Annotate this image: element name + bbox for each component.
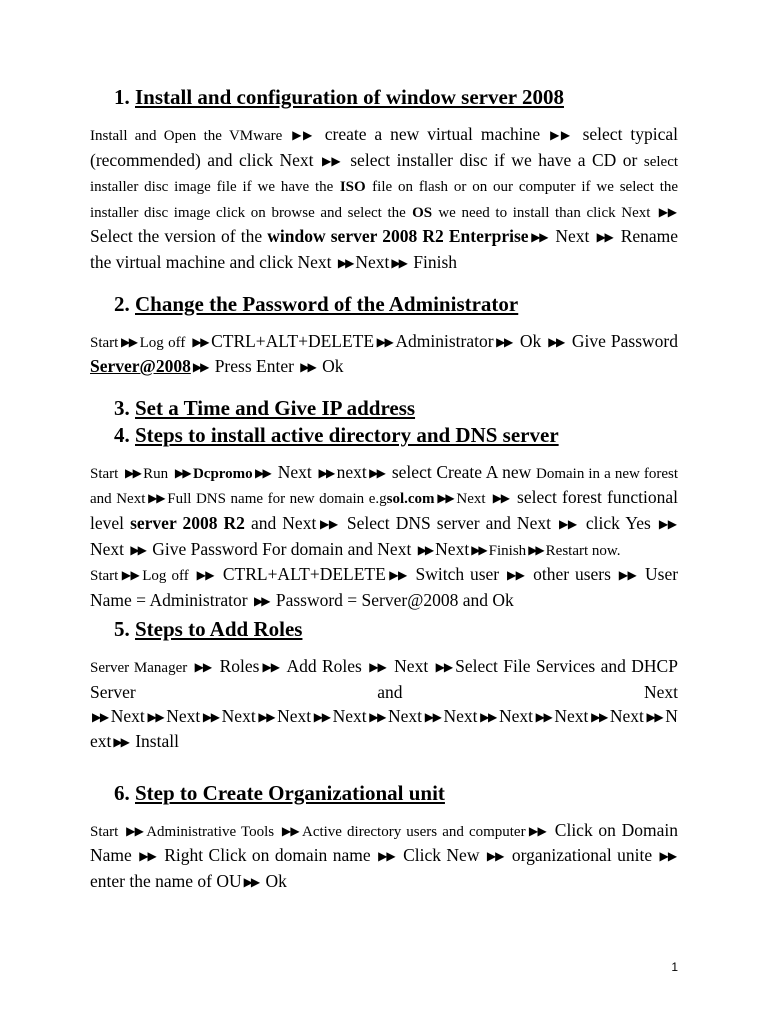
section-2-body: Start ▶▶ Log off ▶▶ CTRL+ALT+DELETE ▶▶ Administrator ▶▶ Ok ▶▶ Give Password Server@2008 ▶▶ Press Enter ▶▶ Ok (90, 330, 678, 377)
arrow-icon: ▶▶ (596, 230, 613, 245)
arrow-icon: ▶▶ (424, 709, 441, 724)
arrow-icon: ▶▶ (126, 823, 144, 838)
section-6-body: Start ▶▶ Administrative Tools ▶▶ Active directory users and computer ▶▶ Click on Domain Name ▶▶ Right Click on domain name ▶▶ Click New ▶▶ organizational unite ▶▶ enter the name of OU ▶▶ Ok (90, 819, 678, 891)
arrow-icon: ▶▶ (378, 849, 395, 864)
arrow-icon: ▶▶ (174, 465, 190, 480)
heading-4: 4. Steps to install active directory and DNS server (114, 422, 559, 447)
arrow-icon: ▶▶ (257, 709, 275, 724)
heading-1-title: Install and configuration of window server 2008 (135, 85, 564, 109)
heading-2-title: Change the Password of the Administrator (135, 291, 519, 316)
arrow-icon: ▶▶ (495, 334, 512, 349)
arrow-icon: ▶▶ (196, 568, 214, 583)
arrow-icon: ▶▶ (281, 823, 299, 838)
arrow-icon: ▶▶ (368, 465, 385, 480)
arrow-icon: ▶▶ (417, 542, 433, 557)
arrow-icon: ▶▶ (658, 204, 676, 219)
arrow-icon: ▶▶ (548, 334, 564, 349)
heading-2: 2. Change the Password of the Administrator (114, 291, 519, 316)
arrow-icon: ▶▶ (486, 849, 504, 864)
section-5-body: Server Manager ▶▶ Roles ▶▶ Add Roles ▶▶ Next ▶▶ Select File Services and DHCP Server and Next ▶▶ Next ▶▶ Next ▶▶ Next ▶▶ Next ▶▶ Next ▶▶ Next ▶▶ Next ▶▶ Next ▶▶ Next ▶▶ Next ▶▶ N ext ▶▶ Install (90, 656, 678, 752)
arrow-icon: ▶▶ (313, 709, 330, 724)
heading-6-title: Step to Create Organizational unit (135, 780, 445, 805)
arrow-icon: ▶▶ (618, 568, 637, 583)
arrow-icon: ▶▶ (550, 128, 572, 142)
arrow-icon: ▶▶ (436, 491, 454, 506)
heading-6: 6. Step to Create Organizational unit (114, 780, 445, 805)
arrow-icon: ▶▶ (659, 849, 676, 864)
heading-3: 3. Set a Time and Give IP address (114, 395, 416, 420)
arrow-icon: ▶▶ (530, 230, 548, 245)
arrow-icon: ▶▶ (243, 874, 259, 889)
arrow-icon: ▶▶ (645, 709, 663, 724)
arrow-icon: ▶▶ (261, 660, 279, 675)
arrow-icon: ▶▶ (147, 491, 165, 506)
arrow-icon: ▶▶ (146, 709, 164, 724)
section-4-body-2: Start ▶▶ Log off ▶▶ CTRL+ALT+DELETE ▶▶ Switch user ▶▶ other users ▶▶ User Name = Administrator ▶▶ Password = Server@2008 and Ok (90, 564, 679, 610)
arrow-icon: ▶▶ (139, 849, 156, 864)
arrow-icon: ▶▶ (125, 465, 141, 480)
arrow-icon: ▶▶ (368, 709, 386, 724)
arrow-icon: ▶▶ (292, 128, 314, 142)
heading-5-title: Steps to Add Roles (135, 617, 303, 642)
arrow-icon: ▶▶ (194, 660, 212, 675)
page-number: 1 (671, 960, 678, 974)
arrow-icon: ▶▶ (130, 542, 145, 557)
arrow-icon: ▶▶ (300, 360, 315, 375)
arrow-icon: ▶▶ (435, 660, 453, 675)
arrow-icon: ▶▶ (534, 709, 552, 724)
arrow-icon: ▶▶ (192, 334, 209, 349)
arrow-icon: ▶▶ (92, 709, 108, 724)
arrow-icon: ▶▶ (113, 735, 128, 750)
arrow-icon: ▶▶ (559, 516, 577, 531)
heading-1: 1. Install and configuration of window server 2008 (114, 85, 564, 109)
arrow-icon: ▶▶ (322, 153, 341, 168)
section-1-body: Install and Open the VMware ▶▶ create a new virtual machine ▶▶ select typical (recommended) and click Next ▶▶ select installer disc if we have a CD or select installer disc image file if we have the ISO file on flash or on our computer if we select the installer disc image click on browse and select the OS we need to install than click Next ▶▶ Select the version of the window server 2008 R2 Enterprise ▶▶ Next ▶▶ Rename the virtual machine and click Next ▶▶ Next ▶▶ Finish (90, 124, 679, 272)
arrow-icon: ▶▶ (506, 568, 525, 583)
section-4-body: Start ▶▶ Run ▶▶ Dcpromo ▶▶ Next ▶▶ next ▶▶ select Create A new Domain in a new forest and Next ▶▶ Full DNS name for new domain e.gsol.com ▶▶ Next ▶▶ select forest functional level server 2008 R2 and Next ▶▶ Select DNS server and Next ▶▶ click Yes ▶▶ Next ▶▶ Give Password For domain and Next ▶▶ Next ▶▶ Finish ▶▶ Restart now. (90, 461, 679, 559)
arrow-icon: ▶▶ (590, 709, 607, 724)
arrow-icon: ▶▶ (387, 568, 407, 583)
arrow-icon: ▶▶ (120, 334, 137, 349)
arrow-icon: ▶▶ (527, 823, 547, 838)
arrow-icon: ▶▶ (254, 593, 269, 608)
heading-5: 5. Steps to Add Roles (114, 617, 303, 642)
arrow-icon: ▶▶ (337, 255, 353, 270)
heading-3-title: Set a Time and Give IP address (135, 395, 416, 420)
arrow-icon: ▶▶ (658, 516, 676, 531)
arrow-icon: ▶▶ (492, 491, 509, 506)
heading-4-title: Steps to install active directory and DNS server (135, 422, 559, 447)
arrow-icon: ▶▶ (254, 465, 271, 480)
arrow-icon: ▶▶ (528, 542, 543, 557)
arrow-icon: ▶▶ (376, 334, 393, 349)
arrow-icon: ▶▶ (120, 568, 140, 583)
arrow-icon: ▶▶ (192, 360, 208, 375)
document-page (90, 84, 678, 895)
arrow-icon: ▶▶ (391, 255, 406, 270)
arrow-icon: ▶▶ (479, 709, 496, 724)
arrow-icon: ▶▶ (202, 709, 219, 724)
arrow-icon: ▶▶ (471, 542, 486, 557)
arrow-icon: ▶▶ (318, 465, 334, 480)
arrow-icon: ▶▶ (318, 516, 338, 531)
arrow-icon: ▶▶ (369, 660, 386, 675)
